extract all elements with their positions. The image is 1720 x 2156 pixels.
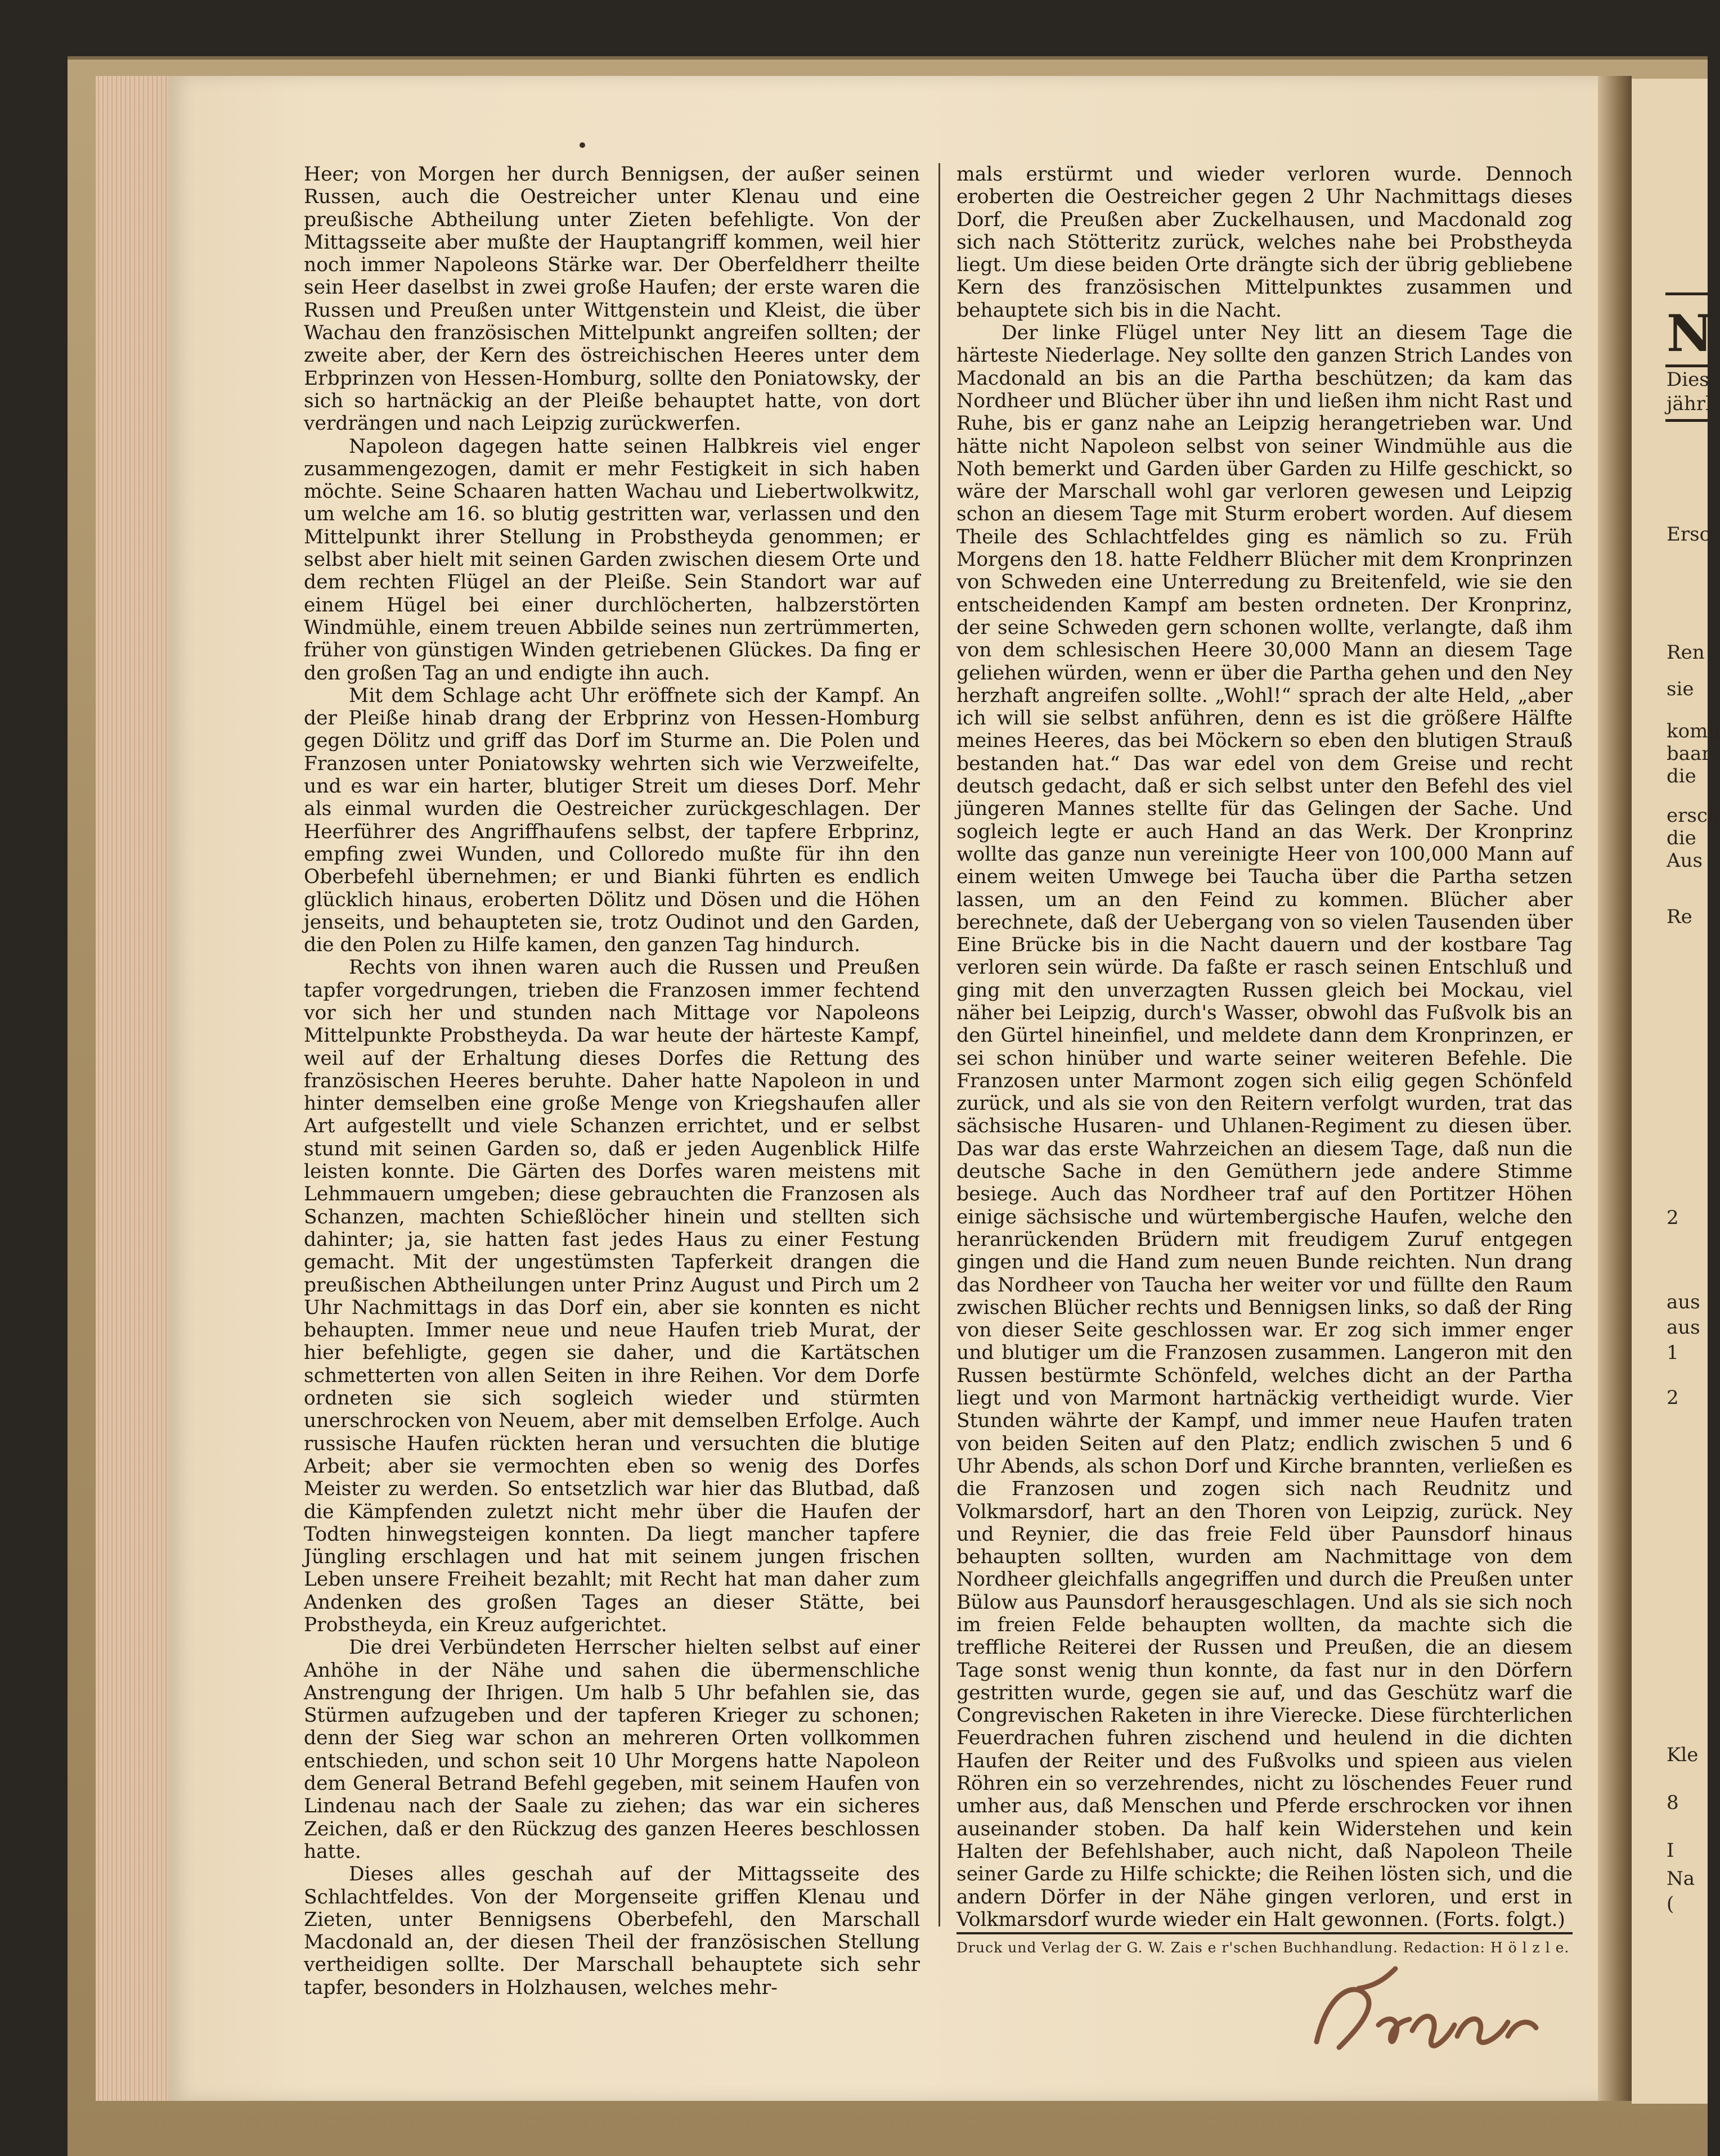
fragment-text: Aus (1667, 849, 1703, 872)
fragment-text: aus (1667, 1291, 1700, 1313)
fragment-text: Ren (1667, 641, 1705, 664)
paragraph: Der linke Flügel unter Ney litt an diesem Tage die härteste Niederlage. Ney sollte den ganzen Strich Landes von Macdonald an bis an die Partha beschützen; da kam das Nordheer und Blücher über ihn und ließen ihm nicht Rast und Ruhe, bis er ganz nahe an Leipzig herangetrieben war. Und hätte nicht Napoleon selbst von seiner Windmühle aus die Noth bemerkt und Garden über Garden zu Hilfe geschickt, so wäre der Marschall wohl gar verloren gewesen und Leipzig schon an diesem Tage mit Sturm erobert worden. Auf diesem Theile des Schlachtfeldes ging es nämlich so zu. Früh Morgens den 18. hatte Feldherr Blücher mit dem Kronprinzen von Schweden eine Unterredung zu Breitenfeld, wie sie den entscheidenden Kampf am besten ordneten. Der Kronprinz, der seine Schweden gern schonen wollte, verlangte, daß ihm von dem schlesischen Heere 30,000 Mann an diesem Tage geliehen würden, wenn er über die Partha gehen und den Ney herzhaft angreifen sollte. „Wohl!“ sprach der alte Held, „aber ich will sie selbst anführen, denn es ist die größere Hälfte meines Heeres, das bei Möckern so eben den blutigen Strauß bestanden hat.“ Das war edel von dem Greise und recht deutsch gedacht, daß er sich selbst unter den Befehl des viel jüngeren Mannes stellte für das Gelingen der Sache. Und sogleich legte er auch Hand an das Werk. Der Kronprinz wollte das ganze nun vereinigte Heer von 100,000 Mann auf einem weiten Umwege bei Taucha über die Partha setzen lassen, um an den Feind zu kommen. Blücher aber berechnete, daß der Uebergang von so vielen Tausenden über Eine Brücke bis in die Nacht dauern und der kostbare Tag verloren sein würde. Da faßte er rasch seinen Entschluß und ging mit den unverzagten Russen gleich bei Mockau, viel näher bei Leipzig, durch's Wasser, obwohl das Fußvolk bis an den Gürtel hineinfiel, und meldete dann dem Kronprinzen, er sei schon hinüber und warte seiner weiteren Befehle. Die Franzosen unter Marmont zogen sich eilig gegen Schönfeld zurück, und als sie von den Reitern verfolgt wurden, trat das sächsische Husaren- und Uhlanen-Regiment zu diesen über. Das war das erste Wahrzeichen an diesem Tage, daß nun die deutsche Sache in den Gemüthern jede andere Stimme besiege. Auch das Nordheer traf auf den Portitzer Höhen einige sächsische und würtembergische Haufen, welche den heranrückenden Brüdern mit freudigem Zuruf entgegen gingen und die Hand zum neuen Bunde reichten. Nun drang das Nordheer von Taucha her weiter vor und füllte den Raum zwischen Blücher rechts und Bennigsen links, so daß der Ring von dieser Seite geschlossen war. Er zog sich immer enger und blutiger um die Franzosen zusammen. Langeron mit den Russen bestürmte Schönfeld, welches dicht an der Partha liegt und von Marmont hartnäckig vertheidigt wurde. Vier Stunden währte der Kampf, und immer neue Haufen traten von beiden Seiten auf den Platz; endlich zwischen 5 und 6 Uhr Abends, als schon Dorf und Kirche brannten, verließen es die Franzosen und zogen sich nach Reudnitz und Volkmarsdorf, hart an den Thoren von Leipzig, zurück. Ney und Reynier, die das freie Feld über Paunsdorf hinaus behaupten sollten, wurden am Nachmittage von dem Nordheer gleichfalls angegriffen und durch die Preußen unter Bülow aus Paunsdorf herausgeschlagen. Und als sie sich noch im freien Felde behaupten wollten, da machte sich die treffliche Reiterei der Russen und Preußen, die an diesem Tage sonst wenig thun konnte, da fast nur in den Dörfern gestritten wurde, gegen sie auf, und das Geschütz warf die Congrevischen Raketen in ihre Vierecke. Diese fürchterlichen Feuerdrachen fuhren zischend und heulend in die dichten Haufen der Reiter und des Fußvolks und spieen aus vielen Röhren ein so verzehrendes, nicht zu löschendes Feuer rund umher aus, daß Menschen und Pferde erschrocken vor ihnen auseinander stoben. Da half kein Widerstehen und kein Halten der Befehlshaber, auch nicht, daß Napoleon Theile seiner Garde zu Hilfe schickte; die Reihen lösten sich, und die andern Dörfer in der Nähe gingen verloren, und erst in Volkmarsdorf wurde wieder ein Halt gewonnen. (Forts. folgt.) (956, 322, 1573, 1931)
fragment-text: Na (1667, 1867, 1695, 1890)
fragment-text: die (1667, 827, 1696, 849)
fragment-rule (1665, 292, 1708, 295)
next-page-fragment (1632, 79, 1720, 2104)
fragment-text: 2 (1667, 1387, 1679, 1409)
text-column-right (956, 163, 1573, 1931)
publisher-imprint: Druck und Verlag der G. W. Zais e r'schen Buchhandlung. Redaction: H ö l z l e. (956, 1939, 1570, 1956)
fragment-text: sie (1667, 678, 1694, 700)
fragment-text: I (1667, 1839, 1674, 1862)
fragment-text: baar (1667, 742, 1711, 765)
paragraph: Heer; von Morgen her durch Bennigsen, der außer seinen Russen, auch die Oestreicher unter Klenau und eine preußische Abtheilung unter Zieten befehligte. Von der Mittagsseite aber mußte der Hauptangriff kommen, weil hier noch immer Napoleons Stärke war. Der Oberfeldherr theilte sein Heer daselbst in zwei große Haufen; der erste waren die Russen und Preußen unter Wittgenstein und Kleist, die über Wachau den französischen Mittelpunkt angreifen sollten; der zweite aber, der Kern des östreichischen Heeres unter dem Erbprinzen von Hessen-Homburg, sollte den Poniatowsky, der sich so hartnäckig an der Pleiße behauptet hatte, von dort verdrängen und nach Leipzig zurückwerfen. (304, 163, 920, 435)
fragment-text: Ersc (1667, 523, 1710, 546)
paragraph: Die drei Verbündeten Herrscher hielten selbst auf einer Anhöhe in der Nähe und sahen die übermenschliche Anstrengung der Ihrigen. Um halb 5 Uhr befahlen sie, das Stürmen aufzugeben und der tapferen Krieger zu schonen; denn der Sieg war schon an mehreren Orten vollkommen entschieden, und schon seit 10 Uhr Morgens hatte Napoleon dem General Betrand Befehl gegeben, mit seinem Haufen von Lindenau nach der Saale zu ziehen; das war ein sicheres Zeichen, daß er den Rückzug des ganzen Heeres beschlossen hatte. (304, 1636, 920, 1863)
book-gutter (1598, 76, 1632, 2101)
fragment-rule (1665, 364, 1708, 367)
paragraph: mals erstürmt und wieder verloren wurde. Dennoch eroberten die Oestreicher gegen 2 Uhr Nachmittags dieses Dorf, die Preußen aber Zuckelhausen, und Macdonald zog sich nach Stötteritz zurück, welches nahe bei Probstheyda liegt. Um diese beiden Orte drängte sich der übrig gebliebene Kern des französischen Mittelpunktes zusammen und behauptete sich bis in die Nacht. (956, 163, 1573, 322)
paragraph: Rechts von ihnen waren auch die Russen und Preußen tapfer vorgedrungen, trieben die Franzosen immer fechtend vor sich her und stunden nach Mittage vor Napoleons Mittelpunkte Probstheyda. Da war heute der härteste Kampf, weil auf der Erhaltung dieses Dorfes die Rettung des französischen Heeres beruhte. Daher hatte Napoleon in und hinter demselben eine große Menge von Kriegshaufen aller Art aufgestellt und viele Schanzen errichtet, und er selbst stund mit seinen Garden so, daß er jeden Augenblick Hilfe leisten konnte. Die Gärten des Dorfes waren meistens mit Lehmmauern umgeben; diese gebrauchten die Franzosen als Schanzen, machten Schießlöcher hinein und stellten sich dahinter; ja, sie hatten fast jedes Haus zu einer Festung gemacht. Mit der ungestümsten Tapferkeit drangen die preußischen Abtheilungen unter Prinz August und Pirch um 2 Uhr Nachmittags in das Dorf ein, aber sie konnten es nicht behaupten. Immer neue und neue Haufen trieb Murat, der hier befehligte, gegen sie daher, und die Kartätschen schmetterten von allen Seiten in ihre Reihen. Vor dem Dorfe ordneten sie sich sogleich wieder und stürmten unerschrocken von Neuem, aber mit demselben Erfolge. Auch russische Haufen rückten heran und versuchten die blutige Arbeit; aber sie vermochten eben so wenig des Dorfes Meister zu werden. So entsetzlich war hier das Blutbad, daß die Kämpfenden zuletzt nicht mehr über die Haufen der Todten hinwegsteigen konnten. Da liegt mancher tapfere Jüngling erschlagen und hat mit seinem jungen frischen Leben unsere Freiheit bezahlt; mit Recht hat man daher zum Andenken des großen Tages an dieser Stätte, bei Probstheyda, ein Kreuz aufgerichtet. (304, 956, 920, 1636)
fragment-rule (1665, 419, 1708, 422)
fragment-text: Re (1667, 906, 1692, 928)
fragment-text: 1 (1667, 1342, 1679, 1364)
paragraph: Mit dem Schlage acht Uhr eröffnete sich der Kampf. An der Pleiße hinab drang der Erbprinz von Hessen-Homburg gegen Dölitz und griff das Dorf im Sturme an. Die Polen und Franzosen unter Poniatowsky wehrten sich wie Verzweifelte, und es war ein harter, blutiger Streit um dieses Dorf. Mehr als einmal wurden die Oestreicher zurückgeschlagen. Der Heerführer des Angriffhaufens selbst, der tapfere Erbprinz, empfing zwei Wunden, und Colloredo mußte für ihn den Oberbefehl übernehmen; er und Bianki führten es endlich glücklich hinaus, eroberten Dölitz und Dösen und die Höhen jenseits, und behaupteten sie, trotz Oudinot und den Garden, die den Polen zu Hilfe kamen, den ganzen Tag hindurch. (304, 684, 920, 957)
fragment-text: aus (1667, 1316, 1700, 1339)
fragment-text: ( (1667, 1893, 1674, 1915)
paragraph: Napoleon dagegen hatte seinen Halbkreis viel enger zusammengezogen, damit er mehr Festigkeit in sich haben möchte. Seine Schaaren hatten Wachau und Liebertwolkwitz, um welche am 16. so blutig gestritten war, verlassen und den Mittelpunkt ihrer Stellung in Probstheyda genommen; er selbst aber hielt mit seinen Garden zwischen diesem Orte und dem rechten Flügel an der Pleiße. Sein Standort war auf einem Hügel bei einer durchlöcherten, halbzerstörten Windmühle, einem treuen Abbilde seines nun zertrümmerten, früher von günstigen Winden getriebenen Glückes. Da fing er den großen Tag an und endigte ihn auch. (304, 435, 920, 685)
fragment-text: die (1667, 765, 1696, 787)
imprint-rule (956, 1932, 1573, 1934)
text-column-left (304, 163, 920, 1999)
printer-mark (580, 142, 585, 148)
column-divider (938, 163, 940, 1927)
fragment-text: jährl (1667, 393, 1712, 415)
fragment-text: komu (1667, 720, 1720, 742)
handwritten-signature (1305, 1957, 1547, 2070)
paragraph: Dieses alles geschah auf der Mittagsseite des Schlachtfeldes. Von der Morgenseite griffen Klenau und Zieten, unter Bennigsens Oberbefehl, den Marschall Macdonald an, der diesen Theil der französischen Stellung vertheidigen sollte. Der Marschall behauptete sich sehr tapfer, besonders in Holzhausen, welches mehr- (304, 1863, 920, 1999)
fragment-text: 2 (1667, 1207, 1679, 1229)
fragment-masthead: N (1667, 304, 1713, 363)
fragment-text: ersch (1667, 804, 1720, 827)
fragment-text: Dies (1667, 368, 1709, 391)
fragment-text: 8 (1667, 1792, 1679, 1814)
fragment-text: Kle (1667, 1744, 1699, 1766)
